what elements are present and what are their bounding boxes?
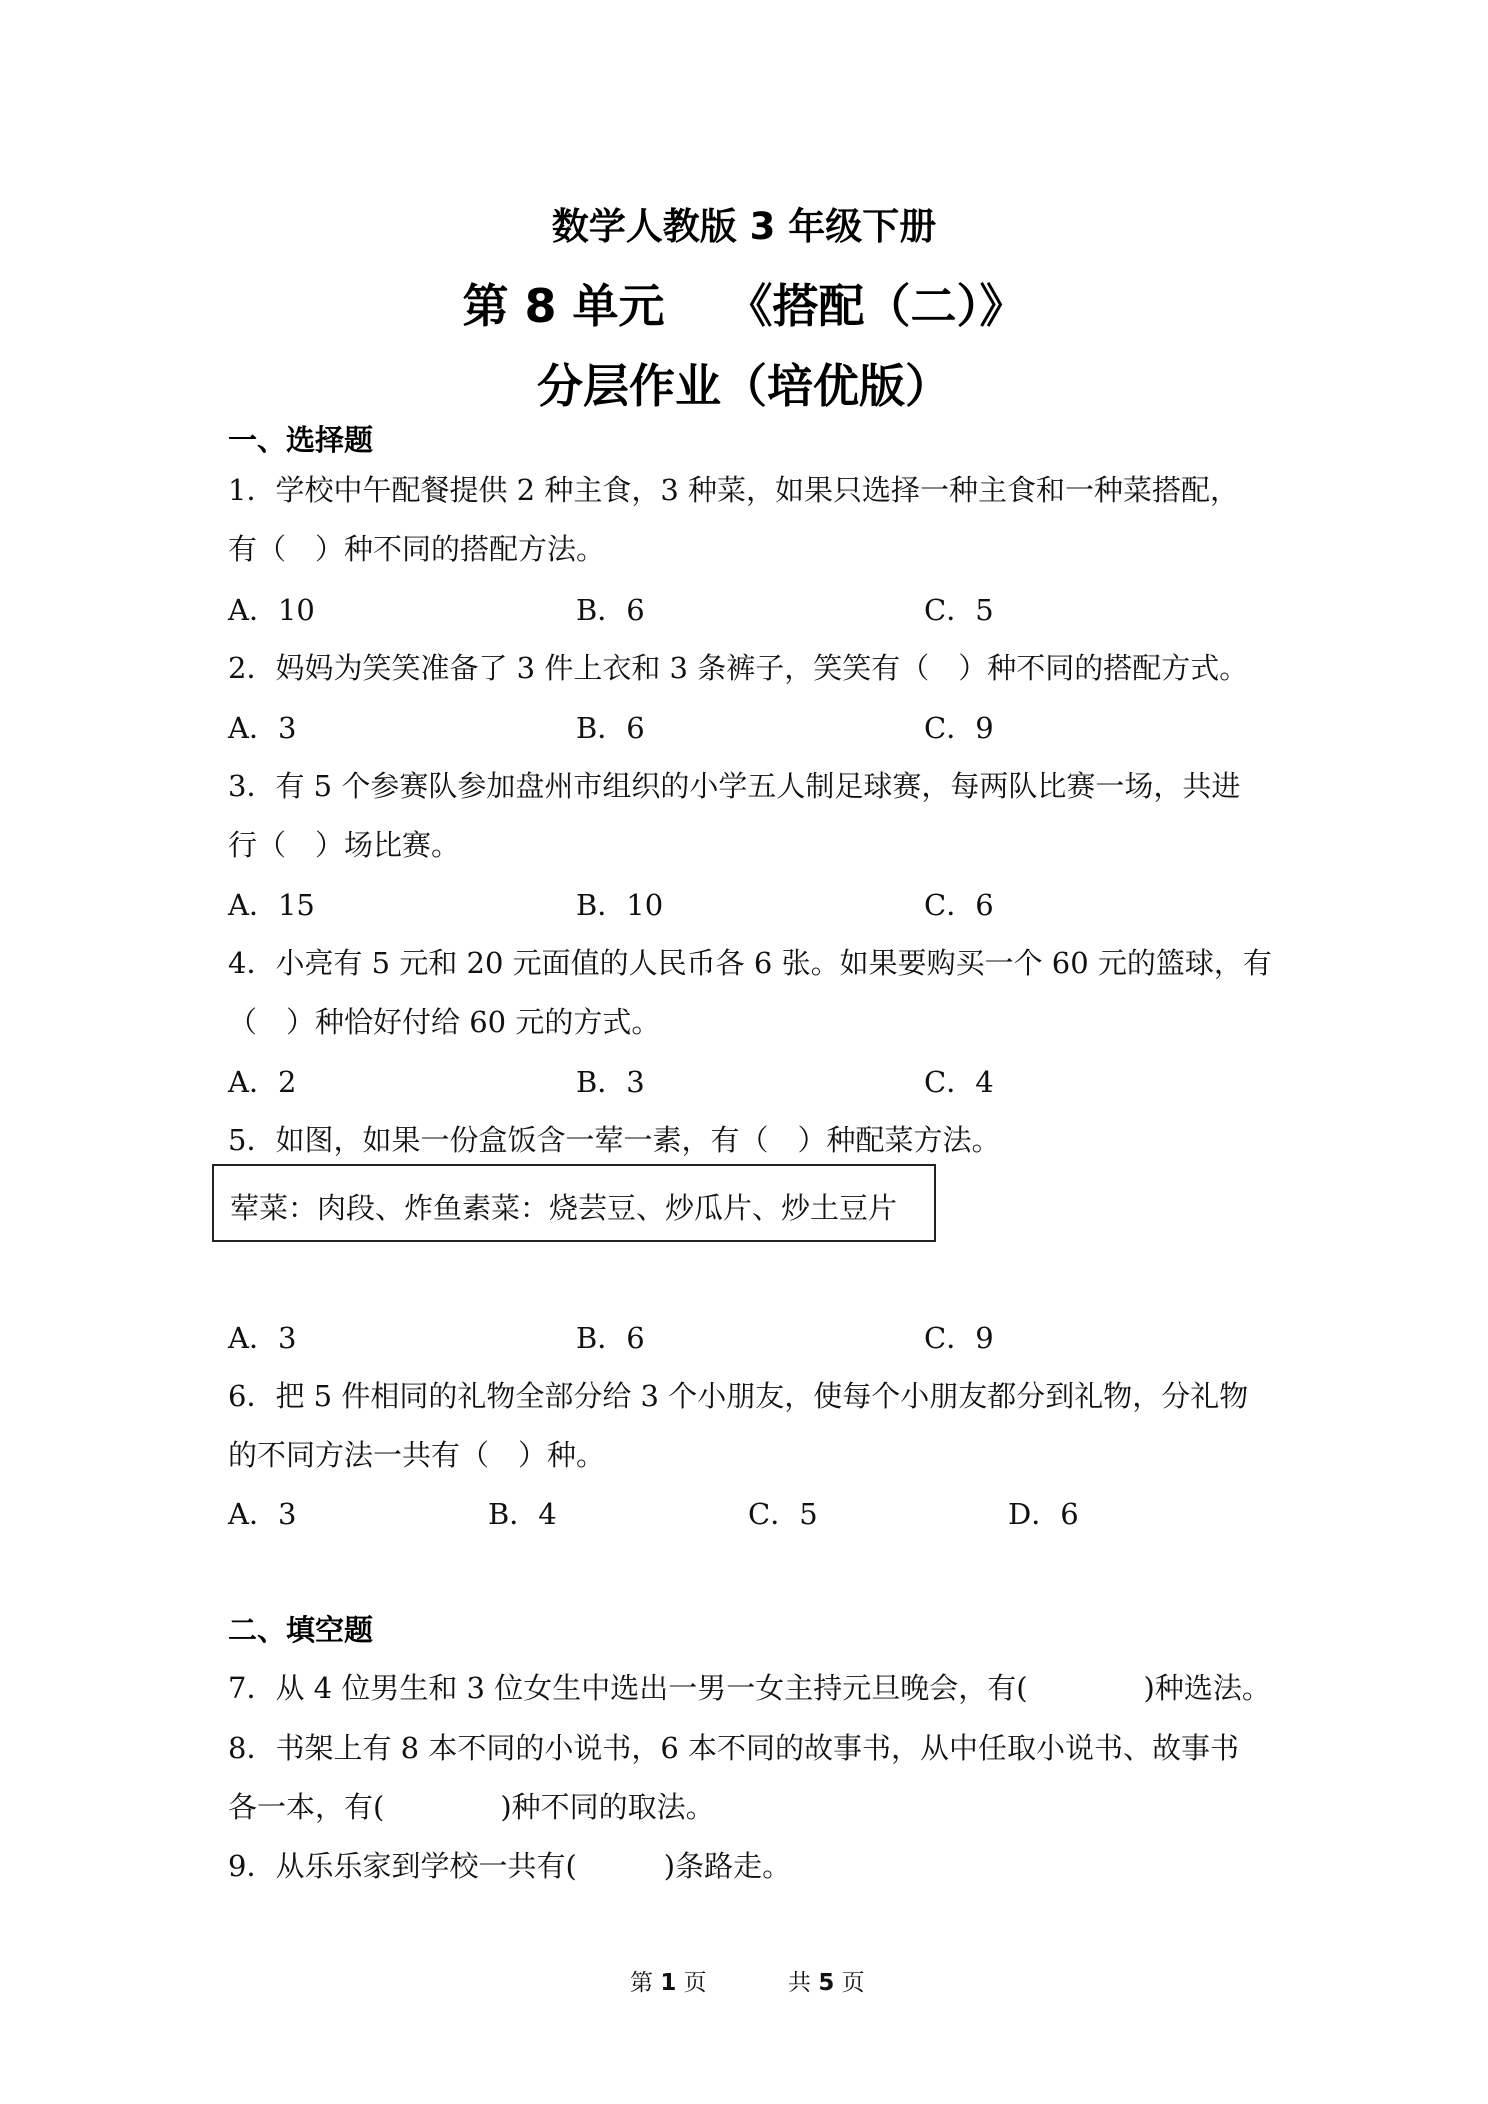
question-6-line-1: 6．把 5 件相同的礼物全部分给 3 个小朋友，使每个小朋友都分到礼物，分礼物 [228,1379,1249,1413]
question-4-option-b: B．3 [576,1065,645,1099]
question-1-line-1: 1．学校中午配餐提供 2 种主食，3 种菜，如果只选择一种主食和一种菜搭配， [228,473,1240,507]
section-heading-choice: 一、选择题 [228,423,374,457]
question-1-option-c: C．5 [924,593,994,627]
title-line-1: 数学人教版 3 年级下册 [551,205,937,248]
question-3-line-2: 行（ ）场比赛。 [228,828,461,862]
menu-box-text: 荤菜：肉段、炸鱼素菜：烧芸豆、炒瓜片、炒土豆片 [230,1191,898,1225]
question-1-option-a: A．10 [228,593,315,627]
question-2-option-a: A．3 [228,711,297,745]
question-1-option-b: B．6 [576,593,645,627]
page-number: 第 1 页 [630,1970,707,1996]
question-2-option-b: B．6 [576,711,645,745]
question-4-line-1: 4．小亮有 5 元和 20 元面值的人民币各 6 张。如果要购买一个 60 元的篮球，有 [228,946,1272,980]
question-3-option-a: A．15 [228,888,315,922]
question-3-option-c: C．6 [924,888,994,922]
question-5-line-1: 5．如图，如果一份盒饭含一荤一素，有（ ）种配菜方法。 [228,1123,1001,1157]
question-3-option-b: B．10 [576,888,664,922]
question-6-option-b: B．4 [488,1497,557,1531]
title-line-2: 第 8 单元 《搭配（二）》 [462,279,1026,333]
question-6-option-d: D．6 [1008,1497,1079,1531]
question-2-line-1: 2．妈妈为笑笑准备了 3 件上衣和 3 条裤子，笑笑有（ ）种不同的搭配方式。 [228,651,1249,685]
page-total: 共 5 页 [788,1970,865,1996]
menu-box [212,1164,936,1242]
question-5-option-b: B．6 [576,1321,645,1355]
question-8-line-2: 各一本，有( )种不同的取法。 [228,1790,715,1824]
question-4-option-c: C．4 [924,1065,994,1099]
question-4-option-a: A．2 [228,1065,297,1099]
question-6-option-a: A．3 [228,1497,297,1531]
question-5-option-a: A．3 [228,1321,297,1355]
question-4-line-2: （ ）种恰好付给 60 元的方式。 [228,1005,661,1039]
question-6-option-c: C．5 [748,1497,818,1531]
title-line-3: 分层作业（培优版） [537,359,951,413]
question-8-line-1: 8．书架上有 8 本不同的小说书，6 本不同的故事书，从中任取小说书、故事书 [228,1731,1240,1765]
question-9-line: 9．从乐乐家到学校一共有( )条路走。 [228,1849,792,1883]
question-1-line-2: 有（ ）种不同的搭配方法。 [228,532,606,566]
question-2-option-c: C．9 [924,711,994,745]
question-3-line-1: 3．有 5 个参赛队参加盘州市组织的小学五人制足球赛，每两队比赛一场，共进 [228,769,1241,803]
question-6-line-2: 的不同方法一共有（ ）种。 [228,1438,606,1472]
question-7-line: 7．从 4 位男生和 3 位女生中选出一男一女主持元旦晚会，有( )种选法。 [228,1671,1271,1705]
question-5-option-c: C．9 [924,1321,994,1355]
section-heading-fill: 二、填空题 [228,1613,374,1647]
